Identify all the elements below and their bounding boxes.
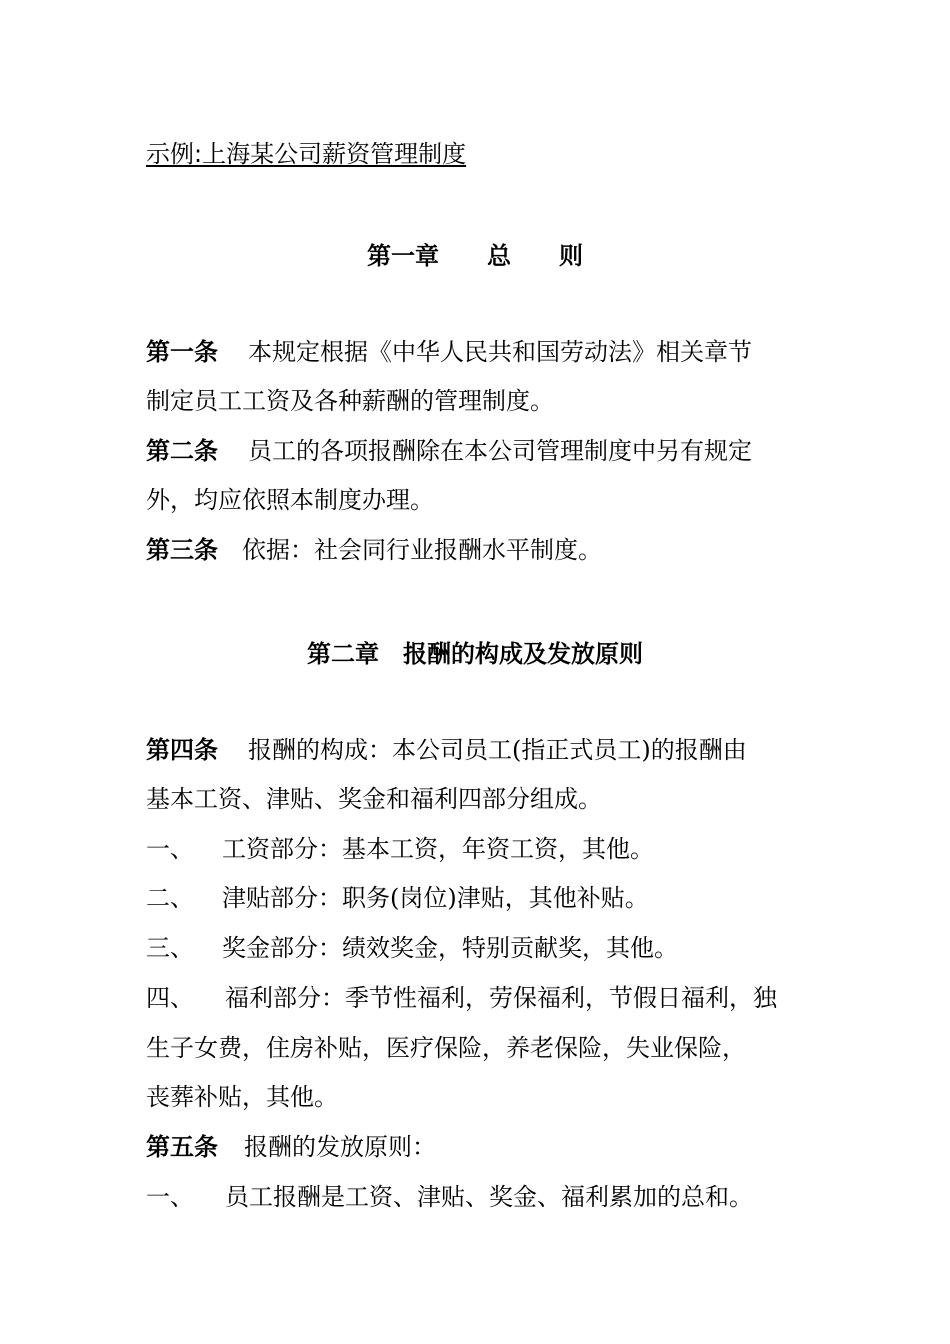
list-item <box>146 1182 753 1212</box>
list-item-number: 四、 <box>146 984 194 1012</box>
list-item-text: 奖金部分：绩效奖金，特别贡献奖，其他。 <box>222 934 678 962</box>
article-3-line-1 <box>146 535 602 565</box>
article-2-line-1 <box>146 436 752 466</box>
list-item <box>146 983 777 1013</box>
article-4-label: 第四条 <box>146 736 218 764</box>
article-4-line-2: 基本工资、津贴、奖金和福利四部分组成。 <box>146 785 602 813</box>
article-2-label: 第二条 <box>146 437 218 465</box>
article-5-label: 第五条 <box>146 1133 218 1161</box>
list-item-number: 一、 <box>146 835 194 863</box>
list-item-number: 二、 <box>146 884 194 912</box>
article-1-line-1 <box>146 337 752 367</box>
list-item-text: 福利部分：季节性福利，劳保福利，节假日福利，独 <box>225 984 777 1012</box>
article-1-line-2: 制定员工工资及各种薪酬的管理制度。 <box>146 387 554 415</box>
list-item-continuation: 丧葬补贴，其他。 <box>146 1083 338 1111</box>
article-3-text: 依据：社会同行业报酬水平制度。 <box>242 536 602 564</box>
article-2-text: 员工的各项报酬除在本公司管理制度中另有规定 <box>248 437 752 465</box>
chapter-1-heading: 第一章 总 则 <box>367 242 583 270</box>
article-4-line-1 <box>146 735 747 765</box>
article-5-line-1 <box>146 1132 436 1162</box>
list-item <box>146 883 649 913</box>
chapter-2-heading: 第二章 报酬的构成及发放原则 <box>307 640 643 668</box>
list-item <box>146 834 654 864</box>
list-item-number: 一、 <box>146 1183 194 1211</box>
article-1-label: 第一条 <box>146 338 218 366</box>
list-item <box>146 933 678 963</box>
list-item-text: 工资部分：基本工资，年资工资，其他。 <box>222 835 654 863</box>
document-title: 示例:上海某公司薪资管理制度 <box>146 140 467 168</box>
article-5-text: 报酬的发放原则： <box>244 1133 436 1161</box>
list-item-text: 员工报酬是工资、津贴、奖金、福利累加的总和。 <box>225 1183 753 1211</box>
list-item-continuation: 生子女费，住房补贴，医疗保险，养老保险，失业保险， <box>146 1034 746 1062</box>
list-item-text: 津贴部分：职务(岗位)津贴，其他补贴。 <box>222 884 649 912</box>
article-1-text: 本规定根据《中华人民共和国劳动法》相关章节 <box>248 338 752 366</box>
article-4-text: 报酬的构成：本公司员工(指正式员工)的报酬由 <box>248 736 747 764</box>
article-3-label: 第三条 <box>146 536 218 564</box>
list-item-number: 三、 <box>146 934 194 962</box>
article-2-line-2: 外，均应依照本制度办理。 <box>146 486 434 514</box>
